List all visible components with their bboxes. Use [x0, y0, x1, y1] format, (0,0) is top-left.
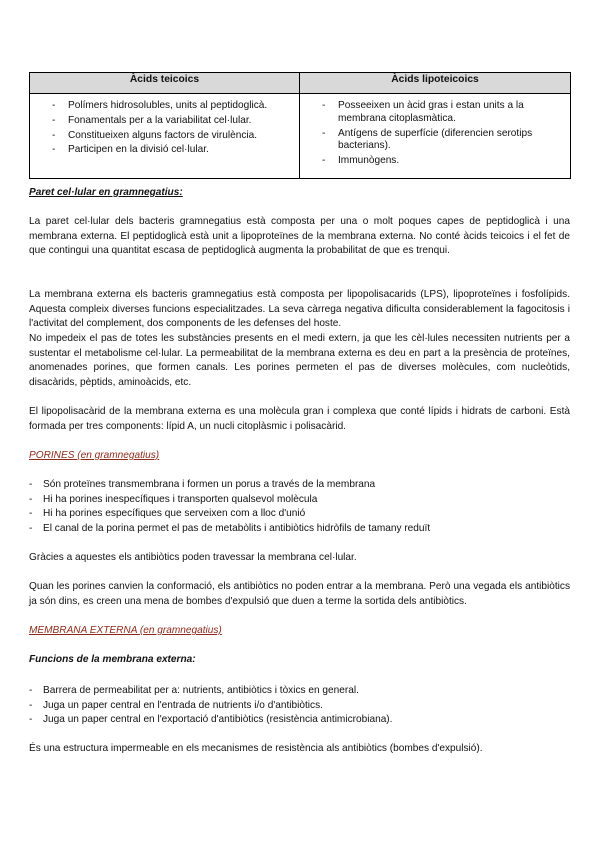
subheading-funcions: Funcions de la membrana externa: [29, 654, 196, 665]
paragraph: La membrana externa els bacteris gramnegatius està composta per lipopolisacarids (LPS), lipoproteïnes i fosfolípids. Aquesta compleix diverses funcions especialitzades. La seva càrrega negativa dificulta considerablement la fagocitosis i l'activitat del complement, dos components de les defenses del hoste. [29, 289, 570, 330]
list-item: - Constitueixen alguns factors de virulència. [36, 130, 293, 143]
paragraph: Quan les porines canvien la conformació, els antibiòtics no poden entrar a la membrana. Però una vegada els antibiòtics ja són dins, es creen una mena de bombes d'expulsió que duen a terme la sortida dels antibiòtics. [29, 581, 570, 607]
list-item: - Posseeixen un àcid gras i estan units a la membrana citoplasmàtica. [306, 100, 564, 126]
paragraph: Gràcies a aquestes els antibiòtics poden travessar la membrana cel·lular. [29, 552, 357, 563]
list-item: - Són proteïnes transmembrana i formen un porus a través de la membrana [29, 478, 570, 493]
table-cell-lipoteicoics [300, 94, 571, 179]
list-item: - Participen en la divisió cel·lular. [36, 144, 293, 157]
paragraph: La paret cel·lular dels bacteris gramnegatius està composta per una o molt poques capes de peptidoglicà i una membrana externa. El peptidoglicà està unit a lipoproteïnes de la membrana externa. No conté àcids teicoics i el fet de que contingui una quantitat escasa de peptidoglicà augmenta la probabilitat de que es trenqui. [29, 216, 570, 257]
section-heading-membrana: MEMBRANA EXTERNA (en gramnegatius) [29, 625, 222, 636]
funcions-list [29, 684, 570, 728]
section-heading-porines: PORINES (en gramnegatius) [29, 450, 160, 461]
list-item: - Barrera de permeabilitat per a: nutrients, antibiòtics i tòxics en general. [29, 684, 570, 699]
list-item: - Juga un paper central en l'exportació d'antibiòtics (resistència antimicrobiana). [29, 713, 570, 728]
list-item: - Hi ha porines específiques que serveixen com a lloc d'unió [29, 507, 570, 522]
section-heading-paret: Paret cel·lular en gramnegatius: [29, 187, 183, 198]
porines-list [29, 478, 570, 536]
table-cell-teicoics [30, 94, 300, 179]
paragraph: És una estructura impermeable en els mecanismes de resistència als antibiòtics (bombes d'expulsió). [29, 743, 483, 754]
list-item: - Juga un paper central en l'entrada de nutrients i/o d'antibiòtics. [29, 699, 570, 714]
list-item: - Fonamentals per a la variabilitat cel·lular. [36, 115, 293, 128]
paragraph: El lipopolisacàrid de la membrana externa es una molècula gran i complexa que conté lípids i hidrats de carboni. Està formada per tres components: lípid A, un nucli citoplàsmic i polisacàrid. [29, 406, 570, 432]
list-item: - Antígens de superfície (diferencien serotips bacterians). [306, 128, 564, 154]
comparison-table [29, 72, 571, 179]
list-item: - Polímers hidrosolubles, units al peptidoglicà. [36, 100, 293, 113]
list-item: - Immunògens. [306, 155, 564, 168]
list-item: - El canal de la porina permet el pas de metabòlits i antibiòtics hidròfils de tamany reduït [29, 522, 570, 537]
list-item: - Hi ha porines inespecífiques i transporten qualsevol molècula [29, 493, 570, 508]
table-header-teicoics: Àcids teicoics [30, 73, 300, 94]
paragraph: No impedeix el pas de totes les substàncies presents en el medi extern, ja que les cèl·lules necessiten nutrients per a sustentar el metabolisme cel·lular. La permeabilitat de la membrana externa es deu en part a la presència de proteïnes, anomenades porines, que formen canals. Les porines permeten el pas de diverses molècules, com nucleòtids, disacàrids, pèptids, aminoàcids, etc. [29, 333, 570, 388]
table-header-lipoteicoics: Àcids lipoteicoics [300, 73, 571, 94]
